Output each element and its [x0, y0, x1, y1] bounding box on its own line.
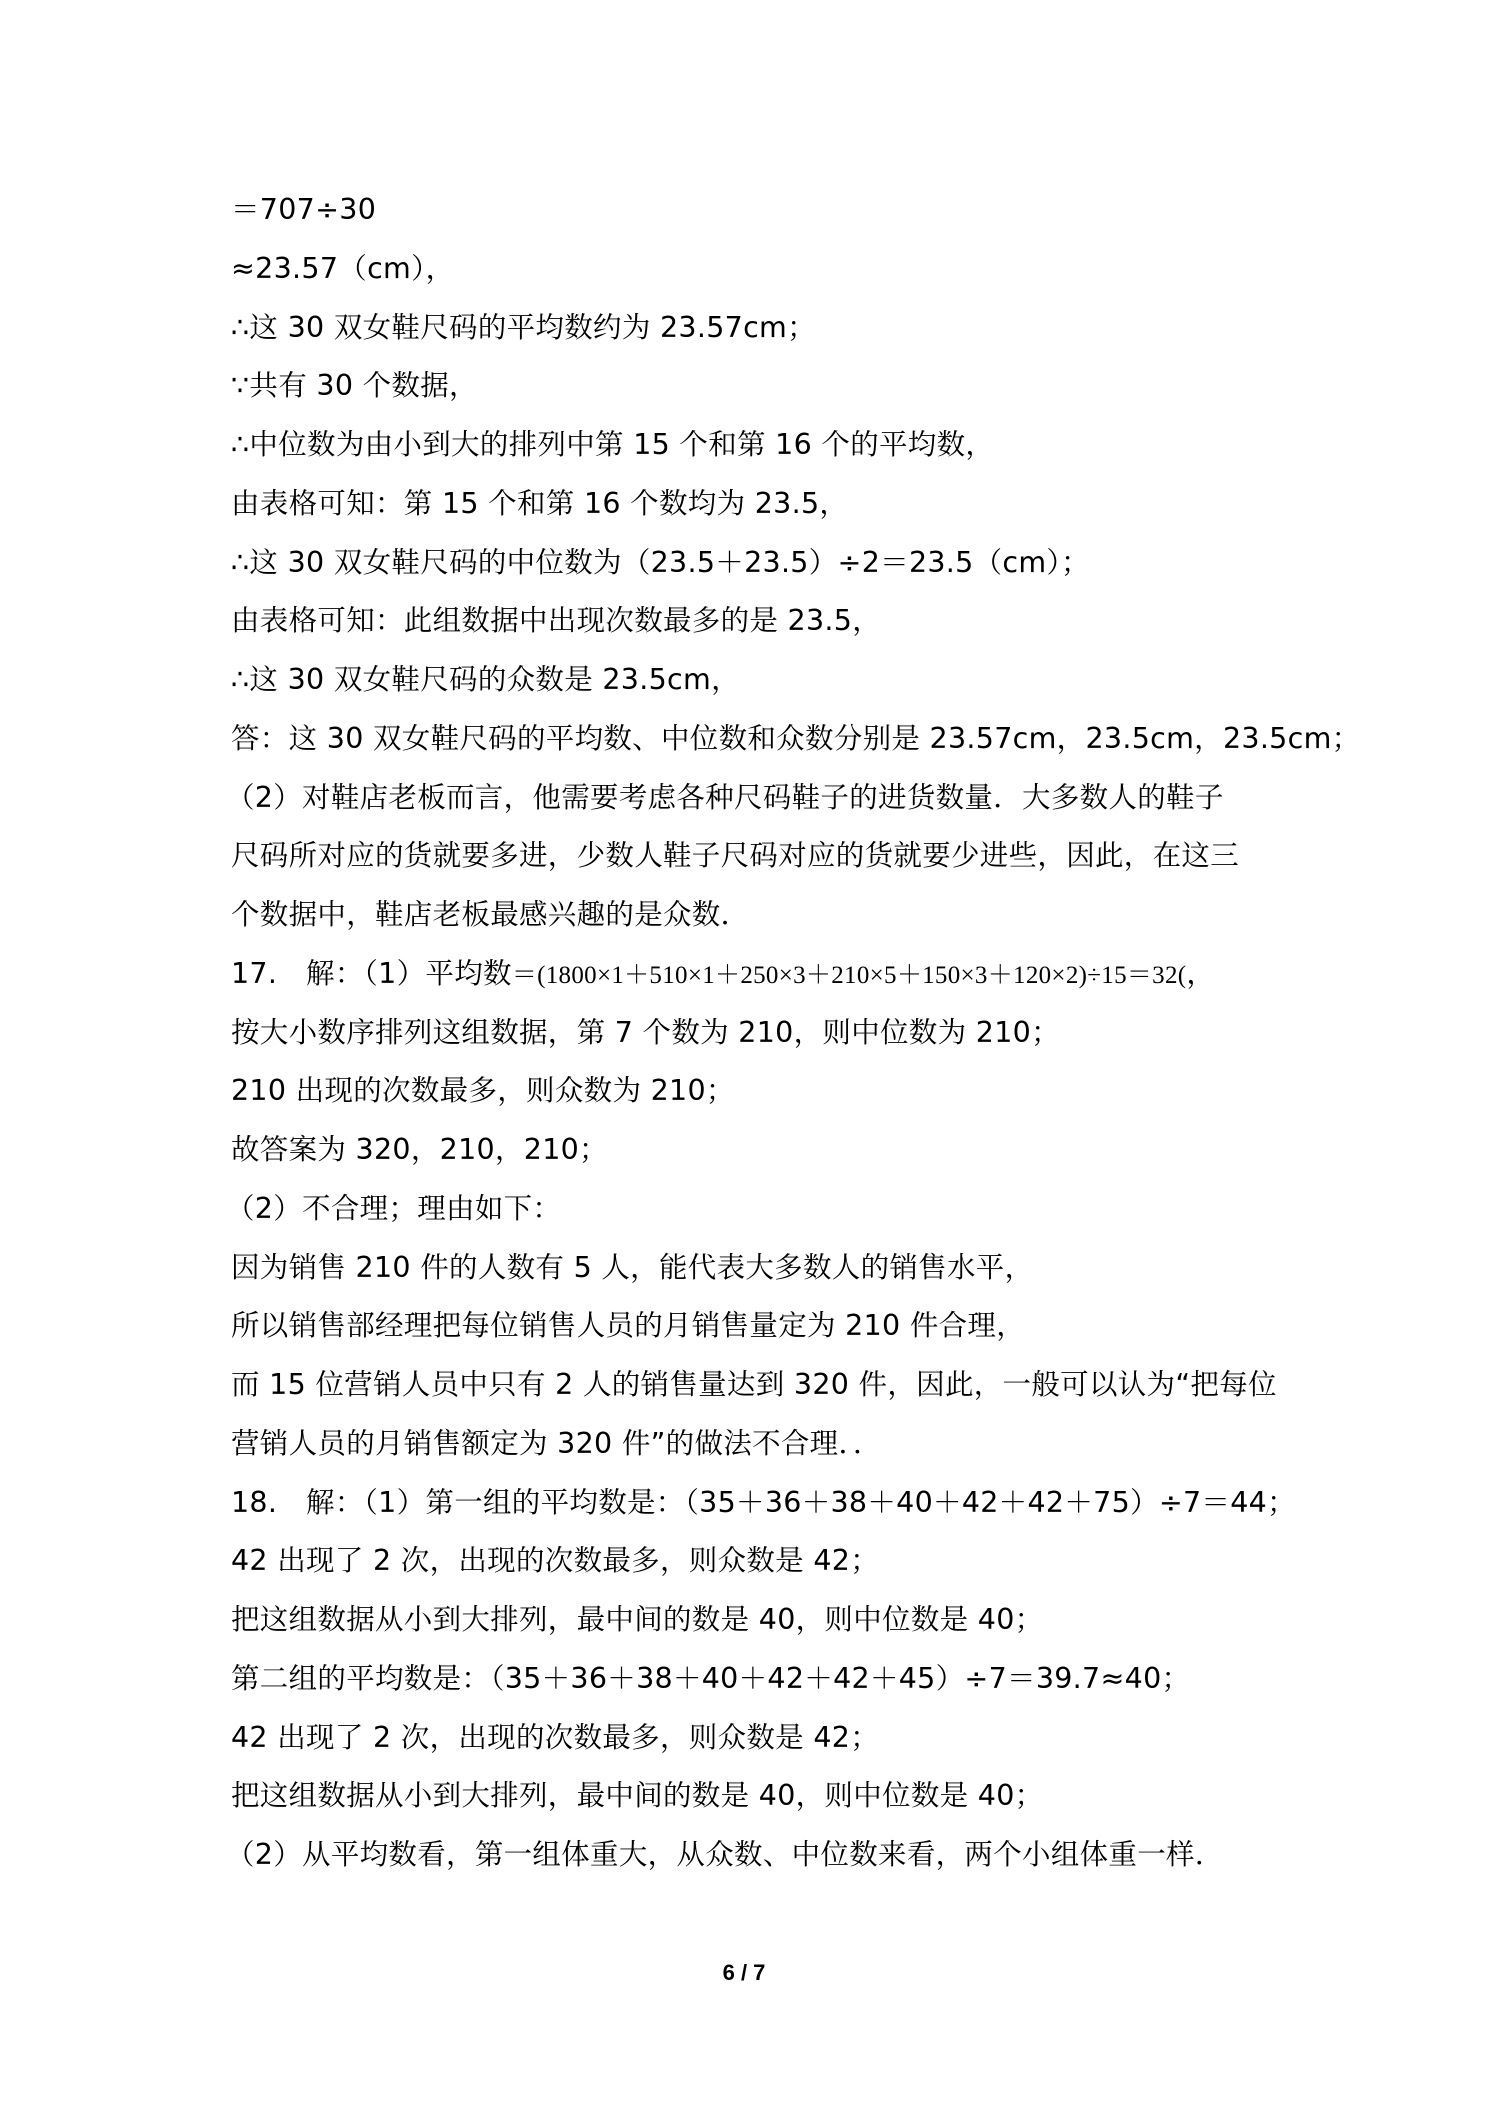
page-number: 6 / 7 [722, 1960, 766, 1985]
text-line: ≈23.57（cm）， [231, 252, 455, 285]
text-line: 由表格可知：第 15 个和第 16 个数均为 23.5， [231, 487, 849, 520]
text-line: 营销人员的月销售额定为 320 件”的做法不合理．． [231, 1427, 882, 1460]
text-line: 由表格可知：此组数据中出现次数最多的是 23.5， [231, 604, 882, 637]
text-line: 42 出现了 2 次，出现的次数最多，则众数是 42； [231, 1544, 880, 1577]
text-line: 个数据中，鞋店老板最感兴趣的是众数． [231, 898, 750, 931]
text-line: 尺码所对应的货就要多进，少数人鞋子尺码对应的货就要少进些，因此，在这三 [231, 839, 1240, 872]
question-17-line [231, 954, 1215, 996]
text-line: ∵共有 30 个数据， [231, 369, 478, 402]
text-line: ∴中位数为由小到大的排列中第 15 个和第 16 个的平均数， [231, 428, 995, 461]
text-line: 把这组数据从小到大排列，最中间的数是 40，则中位数是 40； [231, 1603, 1044, 1636]
text-line: ∴这 30 双女鞋尺码的中位数为（23.5＋23.5）÷2＝23.5（cm）； [231, 546, 1090, 579]
mean-formula: ＝(1800×1＋510×1＋250×3＋210×5＋150×3＋120×2)÷15＝32( [511, 962, 1187, 989]
text-line: 而 15 位营销人员中只有 2 人的销售量达到 320 件，因此，一般可以认为“把每位 [231, 1368, 1277, 1401]
text-line: 答：这 30 双女鞋尺码的平均数、中位数和众数分别是 23.57cm，23.5cm，23.5cm； [231, 722, 1361, 755]
text-line: 故答案为 320，210，210； [231, 1133, 608, 1166]
text-line: ＝707÷30 [231, 193, 377, 226]
text-line: 把这组数据从小到大排列，最中间的数是 40，则中位数是 40； [231, 1779, 1044, 1812]
text-line: 42 出现了 2 次，出现的次数最多，则众数是 42； [231, 1721, 880, 1754]
text-line: 18. 解：（1）第一组的平均数是：（35＋36＋38＋40＋42＋42＋75）÷7＝44； [231, 1486, 1296, 1519]
text-line: 按大小数序排列这组数据，第 7 个数为 210，则中位数为 210； [231, 1016, 1060, 1049]
text-line: 210 出现的次数最多，则众数为 210； [231, 1074, 735, 1107]
text-line: （2）不合理；理由如下： [226, 1192, 562, 1225]
text-line: 因为销售 210 件的人数有 5 人，能代表大多数人的销售水平， [231, 1251, 1034, 1284]
text-line: （2）从平均数看，第一组体重大，从众数、中位数来看，两个小组体重一样． [226, 1838, 1224, 1871]
text-line: 所以销售部经理把每位销售人员的月销售量定为 210 件合理， [231, 1309, 1026, 1342]
text-line: ∴这 30 双女鞋尺码的平均数约为 23.57cm； [231, 311, 816, 344]
text-segment: ， [1186, 957, 1216, 990]
text-line: ∴这 30 双女鞋尺码的众数是 23.5cm， [231, 663, 740, 696]
text-line: 第二组的平均数是：（35＋36＋38＋40＋42＋42＋45）÷7＝39.7≈40； [231, 1662, 1191, 1695]
text-line: （2）对鞋店老板而言，他需要考虑各种尺码鞋子的进货数量．大多数人的鞋子 [226, 781, 1224, 814]
text-segment: 17. 解：（1）平均数 [231, 957, 512, 990]
